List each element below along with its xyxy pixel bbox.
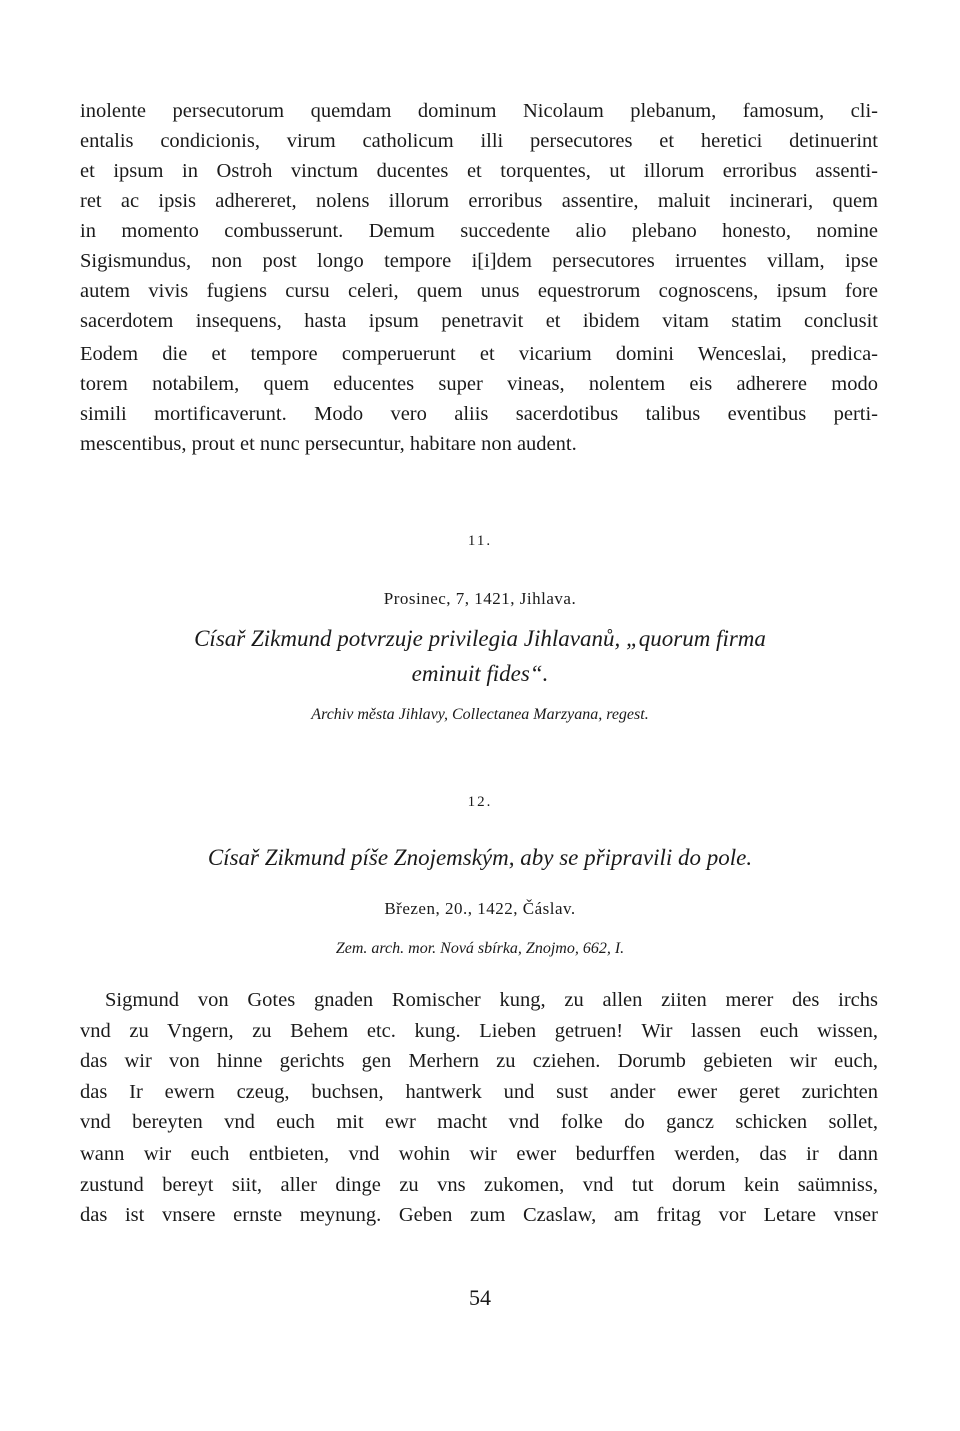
text-line: torem notabilem, quem educentes super vineas, nolentem eis adherere modo: [80, 373, 878, 395]
text-line: vnd zu Vngern, zu Behem etc. kung. Lieben getruen! Wir lassen euch wissen,: [80, 1020, 878, 1042]
text-line: das wir von hinne gerichts gen Merhern zu cziehen. Dorumb gebieten wir euch,: [80, 1050, 878, 1072]
section-12-source: Zem. arch. mor. Nová sbírka, Znojmo, 662, I.: [335, 940, 625, 957]
text-line: Eodem die et tempore comperuerunt et vicarium domini Wenceslai, predica-: [80, 343, 878, 365]
text-line: Sigismundus, non post longo tempore i[i]dem persecutores irruentes villam, ipse: [80, 250, 878, 272]
text-line: das ist vnsere ernste meynung. Geben zum Czaslaw, am fritag vor Letare vnser: [80, 1204, 878, 1226]
section-11-source: Archiv města Jihlavy, Collectanea Marzyana, regest.: [311, 706, 649, 723]
section-11-heading-line1: Císař Zikmund potvrzuje privilegia Jihlavanů, „quorum firma: [194, 626, 766, 651]
section-11-date: Prosinec, 7, 1421, Jihlava.: [383, 589, 577, 608]
text-line: inolente persecutorum quemdam dominum Nicolaum plebanum, famosum, cli-: [80, 100, 878, 122]
section-number-11: 11.: [467, 533, 493, 549]
text-line: zustund bereyt siit, aller dinge zu vns zukomen, vnd tut dorum kein saümniss,: [80, 1174, 878, 1196]
section-11-heading-line2: eminuit fides“.: [411, 661, 549, 686]
section-12-date: Březen, 20., 1422, Čáslav.: [384, 899, 576, 918]
text-line: wann wir euch entbieten, vnd wohin wir ewer bedurffen werden, das ir dann: [80, 1143, 878, 1165]
text-line: sacerdotem insequens, hasta ipsum penetravit et ibidem vitam statim conclusit: [80, 310, 878, 332]
text-line: et ipsum in Ostroh vinctum ducentes et torquentes, ut illorum erroribus assenti-: [80, 160, 878, 182]
text-line: autem vivis fugiens cursu celeri, quem unus equestrorum cognoscens, ipsum fore: [80, 280, 878, 302]
text-line: das Ir ewern czeug, buchsen, hantwerk und sust ander ewer geret zurichten: [80, 1081, 878, 1103]
page-number: 54: [469, 1285, 491, 1310]
section-number-12: 12.: [467, 794, 493, 810]
text-line: simili mortificaverunt. Modo vero aliis sacerdotibus talibus eventibus perti-: [80, 403, 878, 425]
section-12-heading: Císař Zikmund píše Znojemským, aby se připravili do pole.: [207, 845, 753, 870]
text-line: Sigmund von Gotes gnaden Romischer kung, zu allen ziiten merer des irchs: [105, 989, 878, 1011]
text-line: vnd bereyten vnd euch mit ewr macht vnd folke do gancz schicken sollet,: [80, 1111, 878, 1133]
text-line: entalis condicionis, virum catholicum illi persecutores et heretici detinuerint: [80, 130, 878, 152]
text-line: ret ac ipsis adhereret, nolens illorum erroribus assentire, maluit incinerari, quem: [80, 190, 878, 212]
text-line: in momento combusserunt. Demum succedente alio plebano honesto, nomine: [80, 220, 878, 242]
text-line: mescentibus, prout et nunc persecuntur, habitare non audent.: [80, 433, 577, 455]
